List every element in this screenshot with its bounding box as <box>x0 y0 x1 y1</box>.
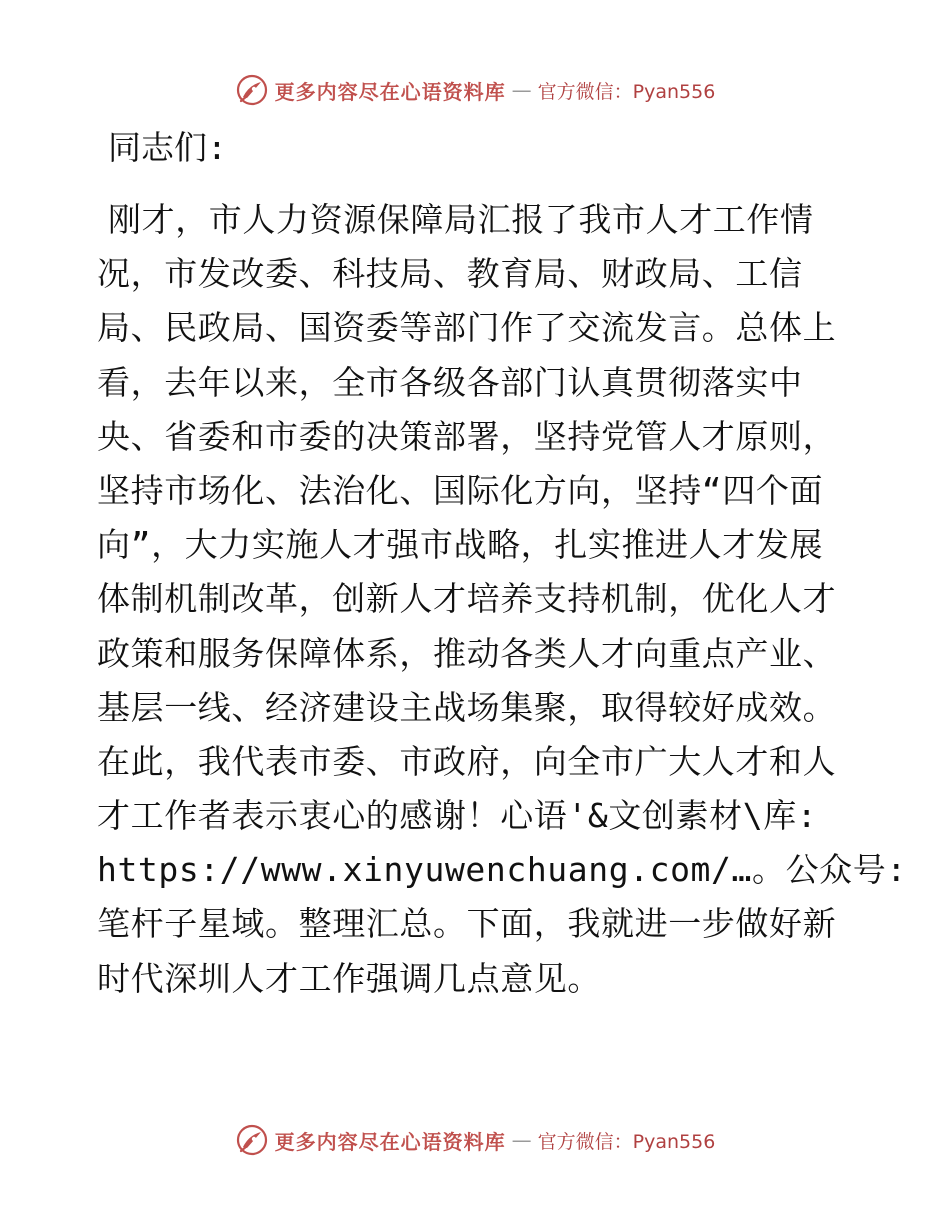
watermark-separator: — <box>511 78 532 102</box>
text-line: 局、民政局、国资委等部门作了交流发言。总体上 <box>97 308 837 348</box>
text-line: https://www.xinyuwenchuang.com/…。公众号: <box>97 850 907 890</box>
text-line: 况，市发改委、科技局、教育局、财政局、工信 <box>97 254 803 294</box>
text-line: 看，去年以来，全市各级各部门认真贯彻落实中 <box>97 362 803 402</box>
text-line: 央、省委和市委的决策部署，坚持党管人才原则， <box>97 416 837 456</box>
text-line: 笔杆子星域。整理汇总。下面，我就进一步做好新 <box>97 904 837 944</box>
text-line: 政策和服务保障体系，推动各类人才向重点产业、 <box>97 633 837 673</box>
text-line: 坚持市场化、法治化、国际化方向，坚持“四个面 <box>97 470 824 510</box>
text-line: 向”，大力实施人才强市战略，扎实推进人才发展 <box>97 525 824 565</box>
watermark-site-text: 更多内容尽在心语资料库 <box>274 79 506 104</box>
footer-watermark <box>0 1120 950 1160</box>
text-line: 才工作者表示衷心的感谢！心语'&文创素材\库: <box>97 796 818 836</box>
text-line: 在此，我代表市委、市政府，向全市广大人才和人 <box>97 741 837 781</box>
header-watermark <box>0 70 950 110</box>
text-line: 刚才，市人力资源保障局汇报了我市人才工作情 <box>108 200 814 239</box>
text-line: 时代深圳人才工作强调几点意见。 <box>97 958 601 998</box>
pen-logo-icon <box>235 73 269 107</box>
body-paragraph <box>97 193 907 1006</box>
text-line: 基层一线、经济建设主战场集聚，取得较好成效。 <box>97 687 837 727</box>
text-line: 体制机制改革，创新人才培养支持机制，优化人才 <box>97 579 837 619</box>
watermark-site-text: 更多内容尽在心语资料库 <box>274 1129 506 1154</box>
watermark-contact-text: 官方微信：Pyan556 <box>537 1130 716 1153</box>
watermark-separator: — <box>511 1128 532 1152</box>
salutation: 同志们: <box>108 128 227 167</box>
watermark-contact-text: 官方微信：Pyan556 <box>537 80 716 103</box>
pen-logo-icon <box>235 1123 269 1157</box>
